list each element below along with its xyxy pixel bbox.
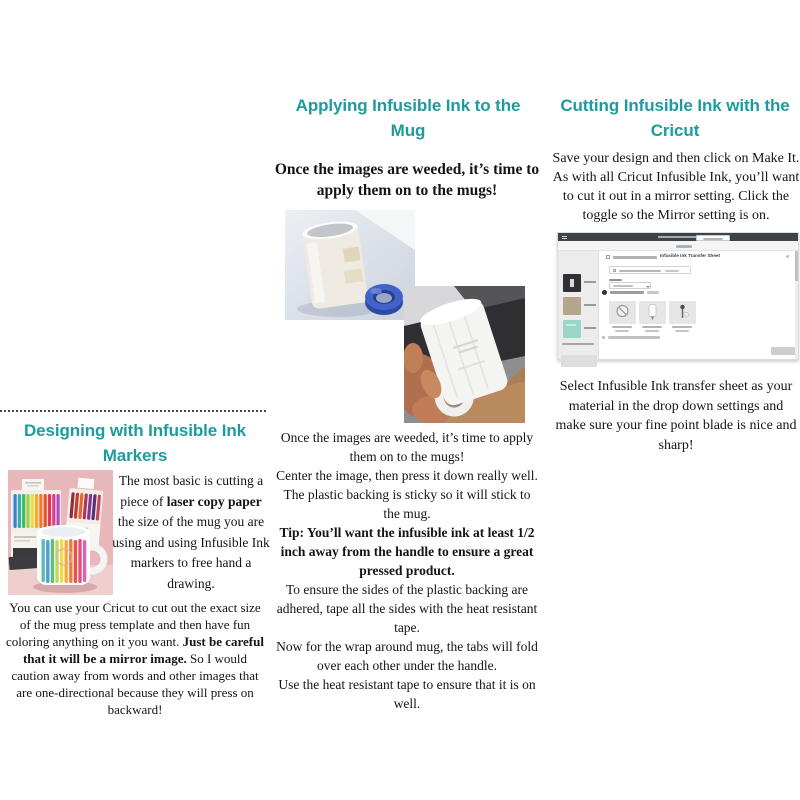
markers-and-mug-photo — [8, 470, 113, 595]
mat-thumbnail-1 — [563, 274, 581, 292]
cricut-design-space-screenshot — [557, 232, 799, 360]
tool-card-1-caption-placeholder — [612, 326, 632, 328]
right-paragraph-top: Save your design and then click on Make It. As with all Cricut Infusible Ink, you’ll want to cut it out in a mirror setting. Click the toggle so the Mirror setting is on. — [552, 151, 800, 223]
fold-divider — [0, 410, 266, 412]
left-intro-text: The most basic is cutting a piece of laser copy paper the size of the mug you are using and using Infusible Ink markers to free hand a drawing. — [112, 473, 270, 591]
mat-thumbnail-3 — [563, 320, 581, 338]
middle-subheading: Once the images are weeded, it’s time to apply them on to the mugs! — [274, 161, 540, 199]
middle-paragraph-tip: Tip: You’ll want the infusible ink at least 1/2 inch away from the handle to ensure a great pressed product. — [279, 525, 535, 578]
chevron-down-icon — [646, 286, 650, 288]
markers-photo-graphic — [8, 470, 113, 595]
right-heading: Cutting Infusible Ink with the Cricut — [560, 96, 790, 140]
tool-card-2 — [639, 301, 666, 324]
dropdown-value-placeholder — [613, 285, 633, 287]
mat-sidebar — [558, 251, 599, 359]
middle-paragraph-5: Use the heat resistant tape to ensure that it is on well. — [278, 677, 536, 711]
material-name-label: Infusible Ink Transfer Sheet — [660, 253, 720, 258]
load-tools-text-placeholder — [610, 291, 644, 294]
middle-heading: Applying Infusible Ink to the Mug — [295, 96, 521, 140]
middle-paragraph-3: To ensure the sides of the plastic backing are adhered, tape all the sides with the heat resistant tape. — [276, 582, 538, 635]
right-paragraph-bottom: Select Infusible Ink transfer sheet as your material in the drop down settings and make sure your fine point blade is nice and sharp! — [555, 379, 797, 453]
toolbar-text-placeholder — [676, 245, 692, 248]
middle-paragraph-1: Once the images are weeded, it’s time to apply them on to the mugs! — [280, 430, 534, 464]
footer-note-placeholder — [608, 336, 660, 338]
hand-holding-mug-photo — [404, 286, 525, 423]
mat-tab-text-placeholder — [703, 238, 723, 240]
learn-more-link-placeholder — [665, 270, 679, 272]
no-tool-icon — [609, 301, 636, 324]
mat-page-tab — [696, 235, 730, 241]
material-field-label-placeholder — [609, 279, 622, 281]
mug-tape-photo-graphic — [285, 210, 415, 320]
middle-paragraph-4: Now for the wrap around mug, the tabs will fold over each other under the handle. — [276, 639, 538, 673]
left-paragraph: You can use your Cricut to cut out the exact size of the mug press template and then have fun coloring anything on it you want. Just be careful that it will be a mirror image. So I would caution away from words and other images that are one-directional because they will press on backward! — [6, 600, 264, 717]
mat-thumbnail-3-design — [566, 324, 576, 326]
material-dropdown — [609, 282, 651, 289]
tool-card-3-caption2-placeholder — [675, 330, 689, 332]
step-number-badge — [602, 290, 607, 295]
tool-card-1-caption2-placeholder — [615, 330, 629, 332]
tool-card-2-caption-placeholder — [642, 326, 662, 328]
sidebar-bottom-panel — [561, 355, 597, 367]
screenshot-title-bar — [658, 236, 700, 238]
mat-thumbnail-2 — [563, 297, 581, 315]
tool-card-1 — [609, 301, 636, 324]
tool-card-3 — [669, 301, 696, 324]
mat-label-3 — [584, 327, 596, 329]
material-set-text-placeholder — [613, 256, 657, 259]
tool-card-3-caption-placeholder — [672, 326, 692, 328]
edit-tools-link-placeholder — [647, 291, 659, 294]
menu-icon — [562, 236, 567, 239]
middle-paragraphs — [274, 428, 540, 713]
tool-card-2-caption2-placeholder — [645, 330, 659, 332]
mat-label-2 — [584, 304, 596, 306]
middle-paragraph-2: Center the image, then press it down really well. The plastic backing is sticky so it will stick to the mug. — [276, 468, 538, 521]
wrapped-mug-and-tape-photo — [285, 210, 415, 320]
blade-housing-icon — [639, 301, 666, 324]
custom-material-checkmark-icon — [606, 255, 610, 259]
screenshot-topbar — [558, 233, 798, 241]
scrollbar — [795, 251, 798, 359]
continue-button — [771, 347, 796, 355]
mat-thumbnail-1-design — [570, 279, 574, 287]
fine-point-blade-icon — [669, 301, 696, 324]
remember-material-text-placeholder — [619, 270, 661, 272]
hand-mug-photo-graphic — [404, 286, 525, 423]
remember-material-option — [609, 266, 691, 274]
left-heading: Designing with Infusible Ink Markers — [24, 421, 246, 465]
info-icon — [602, 336, 605, 339]
sidebar-footnote-placeholder — [562, 343, 594, 345]
scrollbar-thumb — [795, 251, 798, 281]
mat-label-1 — [584, 281, 596, 283]
help-icon — [786, 255, 789, 258]
remember-material-checkbox — [613, 269, 616, 272]
